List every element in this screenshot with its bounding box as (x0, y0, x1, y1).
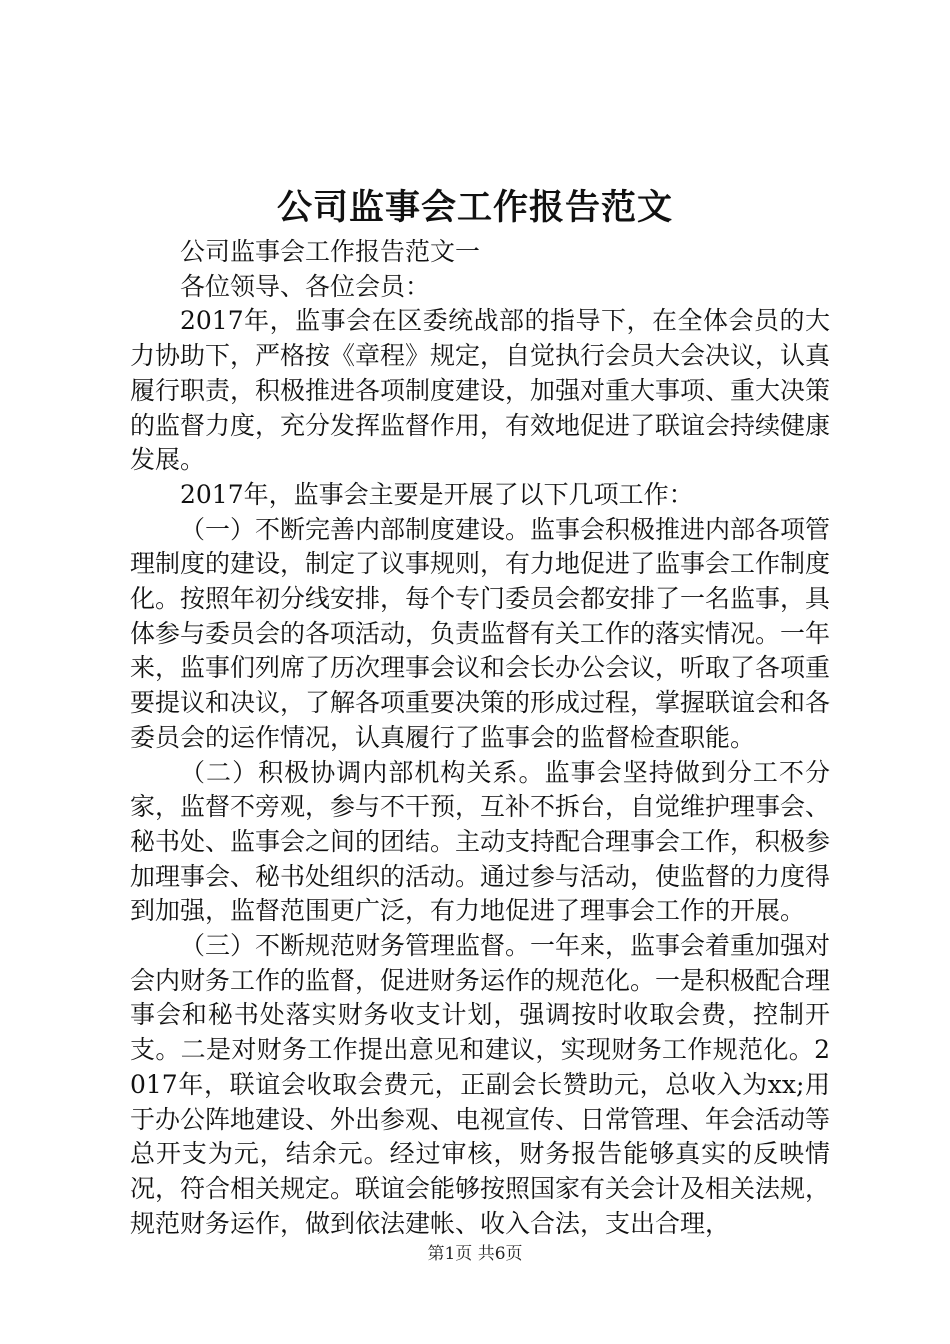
work-summary-paragraph: 2017年，监事会主要是开展了以下几项工作： (180, 479, 694, 509)
intro-paragraph: 2017年，监事会在区委统战部的指导下，在全体会员的大力协助下，严格按《章程》规定，自觉执行会员大会决议，认真履行职责，积极推进各项制度建设，加强对重大事项、重大决策的监督力度，充分发挥监督作用，有效地促进了联谊会持续健康发展。 (130, 306, 831, 475)
subtitle-paragraph: 公司监事会工作报告范文一 (180, 237, 481, 266)
document-title: 公司监事会工作报告范文 (276, 187, 673, 228)
section-three-paragraph: （三）不断规范财务管理监督。一年来，监事会着重加强对会内财务工作的监督，促进财务运作的规范化。一是积极配合理事会和秘书处落实财务收支计划，强调按时收取会费，控制开支。二是对财务工作提出意见和建议，实现财务工作规范化。2017年，联谊会收取会费元，正副会长赞助元，总收入为xx;用于办公阵地建设、外出参观、电视宣传、日常管理、年会活动等总开支为元，结余元。经过审核，财务报告能够真实的反映情况，符合相关规定。联谊会能够按照国家有关会计及相关法规，规范财务运作，做到依法建帐、收入合法，支出合理， (130, 931, 831, 1238)
document-body (130, 235, 830, 1241)
section-two-paragraph: （二）积极协调内部机构关系。监事会坚持做到分工不分家，监督不旁观，参与不干预，互补不拆台，自觉维护理事会、秘书处、监事会之间的团结。主动支持配合理事会工作，积极参加理事会、秘书处组织的活动。通过参与活动，使监督的力度得到加强，监督范围更广泛，有力地促进了理事会工作的开展。 (130, 757, 831, 926)
salutation-paragraph: 各位领导、各位会员： (180, 271, 431, 301)
section-one-paragraph: （一）不断完善内部制度建设。监事会积极推进内部各项管理制度的建设，制定了议事规则，有力地促进了监事会工作制度化。按照年初分线安排，每个专门委员会都安排了一名监事，具体参与委员会的各项活动，负责监督有关工作的落实情况。一年来，监事们列席了历次理事会议和会长办公会议，听取了各项重要提议和决议，了解各项重要决策的形成过程，掌握联谊会和各委员会的运作情况，认真履行了监事会的监督检查职能。 (130, 514, 831, 752)
page-number-footer: 第1页 共6页 (427, 1244, 523, 1264)
